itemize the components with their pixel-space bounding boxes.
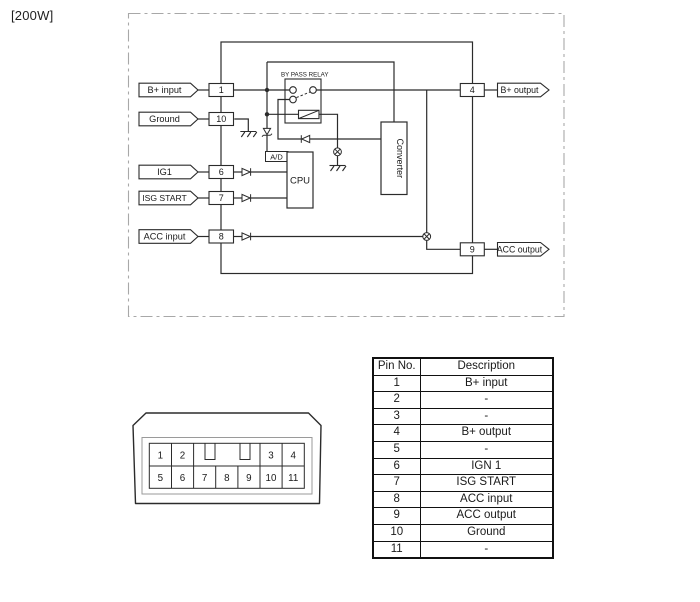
adc-block: [266, 152, 289, 162]
table-row: [373, 508, 553, 525]
input-terminal-acc: [139, 230, 234, 244]
pin-cell: 10: [373, 524, 420, 541]
pin-cell: 4: [373, 425, 420, 442]
junction-dot: [265, 112, 269, 116]
input-terminal-ground: [139, 112, 234, 126]
connector-pin: 11: [288, 472, 299, 484]
pin-number: 4: [469, 85, 475, 96]
pin-cell: 8: [373, 491, 420, 508]
unit-outline-box: [218, 42, 473, 274]
diode-icon: [242, 233, 250, 240]
table-row: [373, 375, 553, 392]
pin-number: 9: [469, 244, 475, 255]
output-terminal-acc: [460, 243, 549, 257]
input-label: B+ input: [147, 85, 182, 96]
table-row: [373, 458, 553, 475]
connector-pin: 8: [224, 472, 230, 484]
input-label: ISG START: [142, 193, 187, 204]
table-header-row: [373, 358, 553, 375]
diode-icon: [242, 194, 250, 201]
pin-cell: 5: [373, 441, 420, 458]
converter-block: [381, 122, 407, 195]
description-cell: -: [420, 408, 553, 425]
pin-number: 8: [218, 231, 224, 242]
adc-label: A/D: [270, 152, 283, 162]
input-terminal-bplus: [139, 83, 234, 97]
wires: [198, 62, 498, 249]
cpu-label: CPU: [289, 175, 311, 187]
ground-icon: [240, 132, 256, 138]
dashed-boundary-box: [129, 14, 565, 317]
description-cell: ACC input: [420, 491, 553, 508]
pin-cell: 1: [373, 375, 420, 392]
output-label: ACC output: [496, 244, 543, 255]
pin-cell: 3: [373, 408, 420, 425]
description-cell: ACC output: [420, 508, 553, 525]
cpu-block: [287, 152, 313, 208]
output-terminals: [460, 83, 549, 256]
pin-cell: 11: [373, 541, 420, 558]
relay-contact-icon: [310, 87, 317, 94]
output-label: B+ output: [500, 85, 539, 96]
pin-cell: 6: [373, 458, 420, 475]
table-row: [373, 408, 553, 425]
input-label: IG1: [157, 167, 172, 178]
bypass-relay-label: BY PASS RELAY: [281, 71, 329, 79]
converter-label: Converter: [395, 138, 405, 179]
col-header-pin: Pin No.: [373, 358, 420, 375]
pin-number: 1: [218, 85, 224, 96]
output-terminal-bplus: [460, 83, 549, 97]
description-cell: B+ input: [420, 375, 553, 392]
diode-icon: [242, 168, 250, 175]
connector-pin: 5: [157, 472, 164, 484]
table-row: [373, 425, 553, 442]
relay-arm-dashed: [296, 92, 310, 98]
input-terminal-ig1: [139, 165, 234, 179]
input-terminal-isg-start: [139, 191, 234, 205]
col-header-description: Description: [420, 358, 553, 375]
pin-cell: 7: [373, 475, 420, 492]
pin-description-table: [372, 357, 554, 559]
table-row: [373, 441, 553, 458]
pin-number: 10: [216, 114, 227, 125]
description-cell: -: [420, 441, 553, 458]
description-cell: IGN 1: [420, 458, 553, 475]
input-label: Ground: [149, 114, 180, 125]
connector-pin: 6: [179, 472, 186, 484]
zener-diode-icon: [262, 128, 272, 136]
connector-pin: 7: [201, 472, 208, 484]
description-cell: ISG START: [420, 475, 553, 492]
table-row: [373, 491, 553, 508]
table-row: [373, 524, 553, 541]
connector-drawing: [133, 413, 321, 504]
description-cell: Ground: [420, 524, 553, 541]
bypass-relay-block: [281, 72, 328, 124]
table-row: [373, 475, 553, 492]
description-cell: -: [420, 392, 553, 409]
pin-number: 6: [218, 167, 224, 178]
junction-dot: [265, 88, 269, 92]
page-title: [200W]: [11, 8, 54, 23]
connector-pin: 1: [157, 450, 164, 462]
table-row: [373, 392, 553, 409]
input-label: ACC input: [143, 231, 186, 242]
pin-cell: 9: [373, 508, 420, 525]
connector-pin: 3: [268, 450, 274, 462]
description-cell: B+ output: [420, 425, 553, 442]
ground-icon: [330, 166, 347, 172]
description-cell: -: [420, 541, 553, 558]
relay-contact-icon: [290, 96, 297, 103]
diode-icon: [302, 135, 310, 142]
relay-contact-icon: [290, 87, 297, 94]
pin-cell: 2: [373, 392, 420, 409]
connector-pin: 2: [179, 450, 186, 462]
table-row: [373, 541, 553, 558]
pin-number: 7: [218, 193, 224, 204]
connector-pin: 4: [290, 450, 296, 462]
connector-pin: 9: [246, 472, 252, 484]
input-terminals: [139, 83, 234, 243]
connector-pin: 10: [265, 472, 277, 484]
